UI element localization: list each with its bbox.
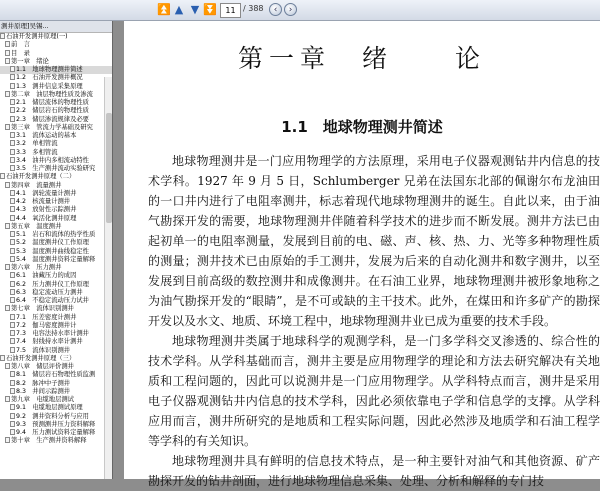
bookmark-item[interactable]: [0, 371, 112, 379]
bookmark-item[interactable]: [0, 74, 112, 82]
bookmark-page-icon: [10, 157, 15, 163]
forward-icon[interactable]: ›: [284, 3, 297, 16]
bookmark-item[interactable]: [0, 99, 112, 107]
bookmark-label: 1.2 石油开发测井概况: [16, 74, 83, 82]
first-page-icon[interactable]: ⏫: [157, 3, 171, 16]
bookmark-page-icon: [10, 215, 15, 221]
bookmark-page-icon: [5, 124, 10, 130]
bookmark-page-icon: [10, 206, 15, 212]
bookmark-label: 第二章 油层物理性质及渗流: [11, 90, 93, 98]
bookmark-item[interactable]: [0, 256, 112, 264]
bookmark-item[interactable]: [0, 429, 112, 437]
bookmark-item[interactable]: [0, 322, 112, 330]
bookmark-item[interactable]: [0, 190, 112, 198]
bookmark-label: 5.2 温度测井仪工作原理: [16, 239, 89, 247]
bookmark-page-icon: [10, 74, 15, 80]
bookmark-label: 石油开发测井原理（三）: [6, 354, 76, 362]
bookmark-page-icon: [10, 281, 15, 287]
chapter-title: 第一章 绪 论: [237, 44, 486, 73]
bookmark-page-icon: [5, 264, 10, 270]
bookmark-page-icon: [10, 322, 15, 328]
bookmark-label: 第八章 储层评价测井: [11, 363, 74, 370]
bookmark-item[interactable]: [0, 140, 112, 148]
bookmark-page-icon: [10, 190, 15, 196]
bookmark-item[interactable]: [0, 58, 112, 66]
bookmark-page-icon: [10, 380, 15, 386]
bookmark-page-icon: [10, 388, 15, 394]
bookmark-page-icon: [10, 272, 15, 278]
bookmark-label: 5.1 岩石和流体的热学性质: [16, 231, 96, 238]
section-title: 1.1 地球物理测井简述: [281, 118, 443, 136]
bookmark-item[interactable]: [0, 165, 112, 173]
bookmark-page-icon: [10, 239, 15, 245]
bookmark-label: 第七章 流体识别测井: [11, 305, 74, 313]
bookmark-page-icon: [10, 116, 15, 122]
bookmark-item[interactable]: [0, 437, 112, 445]
bookmark-page-icon: [10, 107, 15, 113]
bookmark-label: 7.2 伽马密度测井计: [16, 321, 77, 329]
bookmark-label: 9.3 预测测井压力资料解释: [16, 420, 96, 428]
bookmark-page-icon: [0, 173, 5, 179]
bookmark-page-icon: [10, 330, 15, 336]
next-page-icon[interactable]: ▼: [190, 3, 200, 16]
bookmark-item[interactable]: [0, 231, 112, 239]
bookmark-item[interactable]: [0, 182, 112, 190]
bookmark-label: 4.4 氧活化测井原理: [16, 214, 77, 222]
bookmark-page-icon: [5, 437, 10, 443]
bookmark-label: 1.1 地球物理测井简述: [16, 66, 83, 73]
bookmark-page-icon: [5, 396, 10, 402]
bookmark-label: 第四章 流量测井: [11, 181, 62, 189]
bookmark-label: 第六章 压力测井: [11, 264, 62, 271]
back-icon[interactable]: ‹: [269, 3, 282, 16]
bookmark-item[interactable]: [0, 173, 112, 181]
bookmark-item[interactable]: [0, 50, 112, 58]
bookmark-label: 7.3 电容法持水率计测井: [16, 330, 89, 337]
bookmark-page-icon: [10, 231, 15, 237]
bookmark-page-icon: [10, 413, 15, 419]
bookmark-label: 4.1 涡轮流量计测井: [16, 189, 77, 197]
page-number-input[interactable]: 11: [220, 3, 241, 18]
bookmarks-scrollbar[interactable]: [104, 77, 112, 479]
bookmark-page-icon: [10, 289, 15, 295]
bookmark-item[interactable]: [0, 388, 112, 396]
bookmark-label: 7.1 压差密度计测井: [16, 313, 77, 321]
bookmark-item[interactable]: [0, 305, 112, 313]
bookmark-page-icon: [10, 297, 15, 303]
bookmark-item[interactable]: [0, 330, 112, 338]
bookmark-page-icon: [5, 305, 10, 311]
bookmark-item[interactable]: [0, 116, 112, 124]
scrollbar-thumb[interactable]: [106, 113, 112, 223]
bookmark-item[interactable]: [0, 248, 112, 256]
bookmark-label: 9.4 压力测试资料定量解释: [16, 429, 96, 436]
bookmark-item[interactable]: [0, 396, 112, 404]
bookmark-page-icon: [10, 338, 15, 344]
document-page: [124, 21, 600, 488]
bookmark-item[interactable]: [0, 206, 112, 214]
bookmark-item[interactable]: [0, 91, 112, 99]
bookmark-item[interactable]: [0, 33, 112, 41]
bookmark-label: 6.3 稳定流动压力测井: [16, 288, 83, 296]
bookmark-page-icon: [5, 363, 10, 369]
bookmark-label: 3.5 生产测井流动实验研究: [16, 165, 96, 172]
bookmark-label: 第九章 电缆地层测试: [11, 396, 74, 403]
bookmark-item[interactable]: [0, 107, 112, 115]
bookmark-item[interactable]: [0, 297, 112, 305]
bookmark-label: 3.3 多相管流: [16, 148, 58, 156]
bookmark-page-icon: [10, 347, 15, 353]
bookmark-label: 6.4 不稳定流动压力试井: [16, 297, 89, 304]
bookmark-page-icon: [5, 223, 10, 229]
bookmark-label: 5.4 温度测井资料定量解释: [16, 255, 96, 263]
bookmark-label: 8.1 储层岩石物理性质监测: [16, 371, 96, 379]
viewer-toolbar: [0, 0, 600, 21]
bookmark-label: 第十章 生产测井资料解释: [11, 437, 87, 445]
bookmark-label: 前 言: [11, 41, 30, 49]
bookmark-page-icon: [10, 421, 15, 427]
bookmark-label: 石油开发测井原理（二）: [6, 173, 76, 181]
bookmark-item[interactable]: [0, 223, 112, 231]
bookmark-item[interactable]: [0, 41, 112, 49]
bookmark-page-icon: [10, 198, 15, 204]
bookmark-item[interactable]: [0, 421, 112, 429]
bookmark-page-icon: [10, 66, 15, 72]
bookmark-item[interactable]: [0, 157, 112, 165]
bookmark-label: 第五章 温度测井: [11, 222, 62, 230]
bookmark-label: 8.2 脉冲中子测井: [16, 379, 71, 387]
bookmark-item[interactable]: [0, 355, 112, 363]
bookmark-label: 第一章 绪论: [11, 57, 49, 65]
bookmark-item[interactable]: [0, 239, 112, 247]
bookmark-item[interactable]: [0, 413, 112, 421]
bookmark-label: 1.3 测井信息采集原理: [16, 82, 83, 90]
bookmark-page-icon: [10, 140, 15, 146]
paragraph-1: 地球物理测井是一门应用物理学的方法原理，采用电子仪器观测钻井内信息的技术学科。1927 年 9 月 5 日，Schlumberger 兄弟在法国东北部的佩谢尔布龙油田的一口井内进行了电阻率测井，标志着现代地球物理测井的诞生。自此以来，由于油气勘探开发的需要，地球物理测井伴随着科学技术的进步而不断发展。测井方法已由起初单一的电阻率测量，发展到目前的电、磁、声、核、热、力、光等多种物理性质的测量；测井技术已由原始的手工测井，发展为后来的自动化测井和数字测井，以至发展到目前高级的数控测井和成像测井。在石油工业界，地球物理测井被形象地称之为油气勘探开发的“眼睛”，是不可或缺的主干技术。此外，在煤田和许多矿产的勘探开发以及水文、地质、环境工程中，地球物理测井业已成为重要的技术手段。: [148, 154, 600, 328]
bookmark-item[interactable]: [0, 149, 112, 157]
bookmark-label: 第三章 管流力学基础及研究: [11, 123, 93, 131]
bookmark-item[interactable]: [0, 124, 112, 132]
bookmark-label: 2.1 储层流体的物理性质: [16, 99, 89, 106]
bookmark-label: 5.3 温度测井曲线稳定性: [16, 247, 89, 255]
bookmark-item[interactable]: [0, 314, 112, 322]
bookmark-label: 3.1 流体运动的基本: [16, 132, 77, 139]
bookmark-page-icon: [10, 314, 15, 320]
bookmark-label: 7.5 流体识别测井: [16, 346, 71, 354]
bookmarks-panel: [0, 21, 113, 479]
bookmark-item[interactable]: [0, 363, 112, 371]
bookmark-item[interactable]: [0, 404, 112, 412]
bookmark-item[interactable]: [0, 83, 112, 91]
bookmark-page-icon: [10, 248, 15, 254]
bookmark-page-icon: [0, 33, 5, 39]
bookmark-label: 6.2 压力测井仪工作原理: [16, 280, 89, 288]
bookmark-label: 2.3 储层渗流规律及必要: [16, 115, 89, 123]
bookmark-page-icon: [10, 371, 15, 377]
bookmark-label: 4.3 放射性示踪测井: [16, 206, 77, 214]
bookmark-page-icon: [5, 182, 10, 188]
bookmark-page-icon: [10, 132, 15, 138]
bookmarks-panel-title: 测井原理]吴锡...: [0, 21, 112, 33]
paragraph-2: 地球物理测井类属于地球科学的观测学科，是一门多学科交叉渗透的、综合性的技术学科。从学科基础而言，测井主要是应用物理学的理论和方法去研究解决有关地质和工程问题的，因此可以说测井是一门应用物理学。从学科特点而言，测井是采用电子仪器观测钻井内信息的技术学科，因此必须依靠电子学和信息学的支撑。从学科应用而言，测井所研究的是地质和工程实际问题，因此必然涉及地质学和石油工程学等学科的有关知识。: [148, 334, 600, 448]
bookmark-label: 9.1 电缆地层测试原理: [16, 404, 83, 412]
paragraph-3: 地球物理测井具有鲜明的信息技术特点，是一种主要针对油气和其他资源、矿产勘探开发的钻井剖面，进行地球物理信息采集、处理、分析和解释的专门技: [148, 454, 600, 488]
last-page-icon[interactable]: ⏬: [203, 3, 217, 16]
bookmark-label: 6.1 油藏压力的成因: [16, 272, 77, 280]
bookmark-item[interactable]: [0, 380, 112, 388]
bookmark-label: 4.2 核流量计测井: [16, 198, 71, 205]
bookmark-label: 3.4 油井内多相流动特性: [16, 156, 89, 164]
bookmark-page-icon: [10, 165, 15, 171]
bookmark-page-icon: [10, 429, 15, 435]
page-total-label: / 388: [243, 4, 264, 13]
bookmark-item[interactable]: [0, 347, 112, 355]
previous-page-icon[interactable]: ▲: [174, 3, 184, 16]
bookmark-label: 石油开发测井原理(一): [6, 33, 68, 40]
bookmark-page-icon: [10, 149, 15, 155]
body-text: [148, 151, 600, 491]
bookmarks-tree: [0, 33, 112, 446]
bookmark-label: 3.2 单相管流: [16, 140, 58, 148]
bookmark-page-icon: [5, 91, 10, 97]
bookmark-item[interactable]: [0, 272, 112, 280]
bookmark-page-icon: [5, 50, 10, 56]
bookmark-page-icon: [10, 404, 15, 410]
bookmark-item[interactable]: [0, 281, 112, 289]
bookmark-label: 8.3 井间示踪测井: [16, 387, 71, 395]
bookmark-item[interactable]: [0, 132, 112, 140]
bookmark-item[interactable]: [0, 289, 112, 297]
bookmark-label: 9.2 测井资料分析与应用: [16, 412, 89, 420]
bookmark-page-icon: [10, 256, 15, 262]
bookmark-label: 2.2 储层岩石的物理性质: [16, 107, 89, 115]
bookmark-item[interactable]: [0, 264, 112, 272]
bookmark-label: 7.4 射线持水率计测井: [16, 338, 83, 346]
bookmark-page-icon: [5, 58, 10, 64]
bookmark-item[interactable]: [0, 338, 112, 346]
bookmark-page-icon: [10, 83, 15, 89]
bookmark-label: 目 录: [11, 49, 30, 57]
bookmark-item[interactable]: [0, 215, 112, 223]
bookmark-page-icon: [10, 99, 15, 105]
bookmark-page-icon: [5, 41, 10, 47]
bookmark-item[interactable]: [0, 66, 112, 74]
bookmark-page-icon: [0, 355, 5, 361]
bookmark-item[interactable]: [0, 198, 112, 206]
